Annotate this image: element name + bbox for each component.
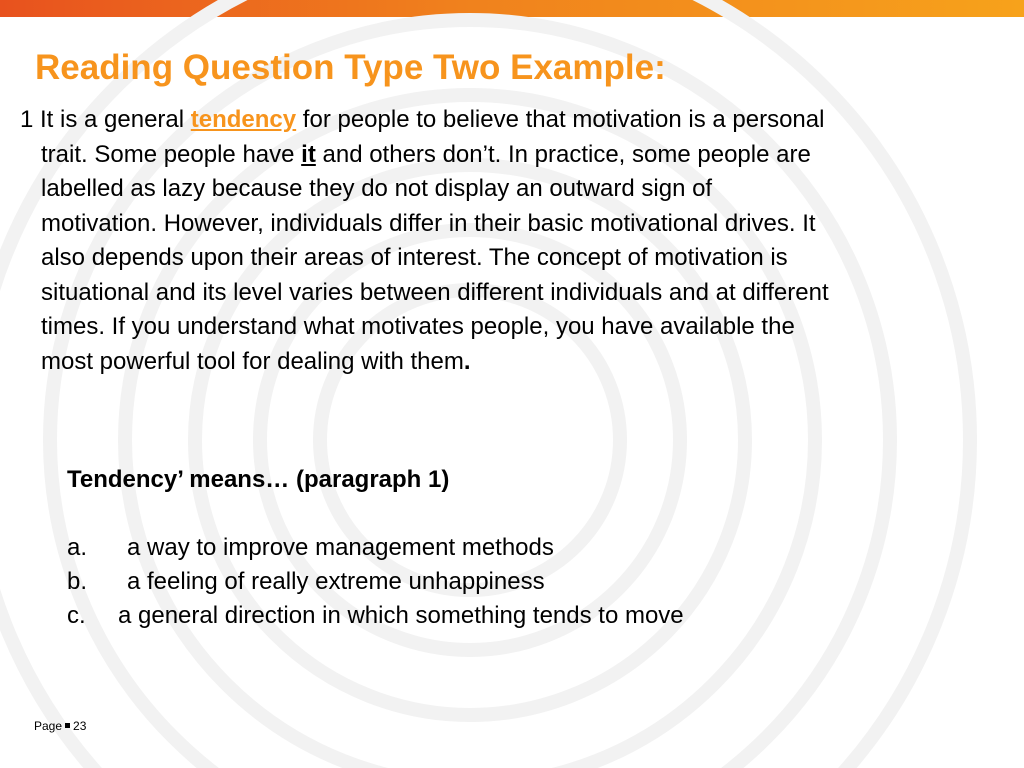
- option-c: [67, 599, 947, 633]
- page-label: Page: [34, 719, 63, 733]
- passage-line-1: 1 It is a general tendency for people to believe that motivation is a personal: [20, 106, 825, 133]
- passage-line-5: also depends upon their areas of interest. The concept of motivation is: [41, 244, 788, 271]
- bullet-icon: [65, 723, 70, 728]
- passage-line-4: motivation. However, individuals differ in their basic motivational drives. It: [41, 209, 816, 237]
- keyword-it: it: [301, 140, 316, 168]
- passage-line-7: times. If you understand what motivates people, you have available the: [41, 313, 795, 340]
- option-text: a feeling of really extreme unhappiness: [127, 568, 545, 595]
- slide-title: Reading Question Type Two Example:: [35, 48, 666, 87]
- keyword-tendency: tendency: [190, 106, 297, 133]
- option-marker: c.: [67, 602, 86, 629]
- reading-passage: [20, 103, 980, 379]
- option-b: [67, 565, 947, 599]
- option-a: [67, 531, 947, 565]
- page-number: 23: [73, 719, 87, 733]
- passage-line-8: most powerful tool for dealing with them.: [41, 347, 471, 375]
- option-marker: a.: [67, 534, 88, 561]
- passage-line-6: situational and its level varies between different individuals and at different: [41, 278, 829, 306]
- passage-line-3: labelled as lazy because they do not display an outward sign of: [41, 175, 713, 202]
- page-footer: [34, 719, 86, 733]
- option-text: a way to improve management methods: [127, 534, 554, 561]
- option-text: a general direction in which something tends to move: [118, 602, 684, 629]
- option-marker: b.: [67, 568, 88, 595]
- question-block: [67, 463, 947, 633]
- top-accent-bar: [0, 0, 1024, 17]
- passage-line-2: trait. Some people have it and others don’t. In practice, some people are: [41, 140, 811, 168]
- question-prompt: Tendency’ means… (paragraph 1): [67, 466, 450, 493]
